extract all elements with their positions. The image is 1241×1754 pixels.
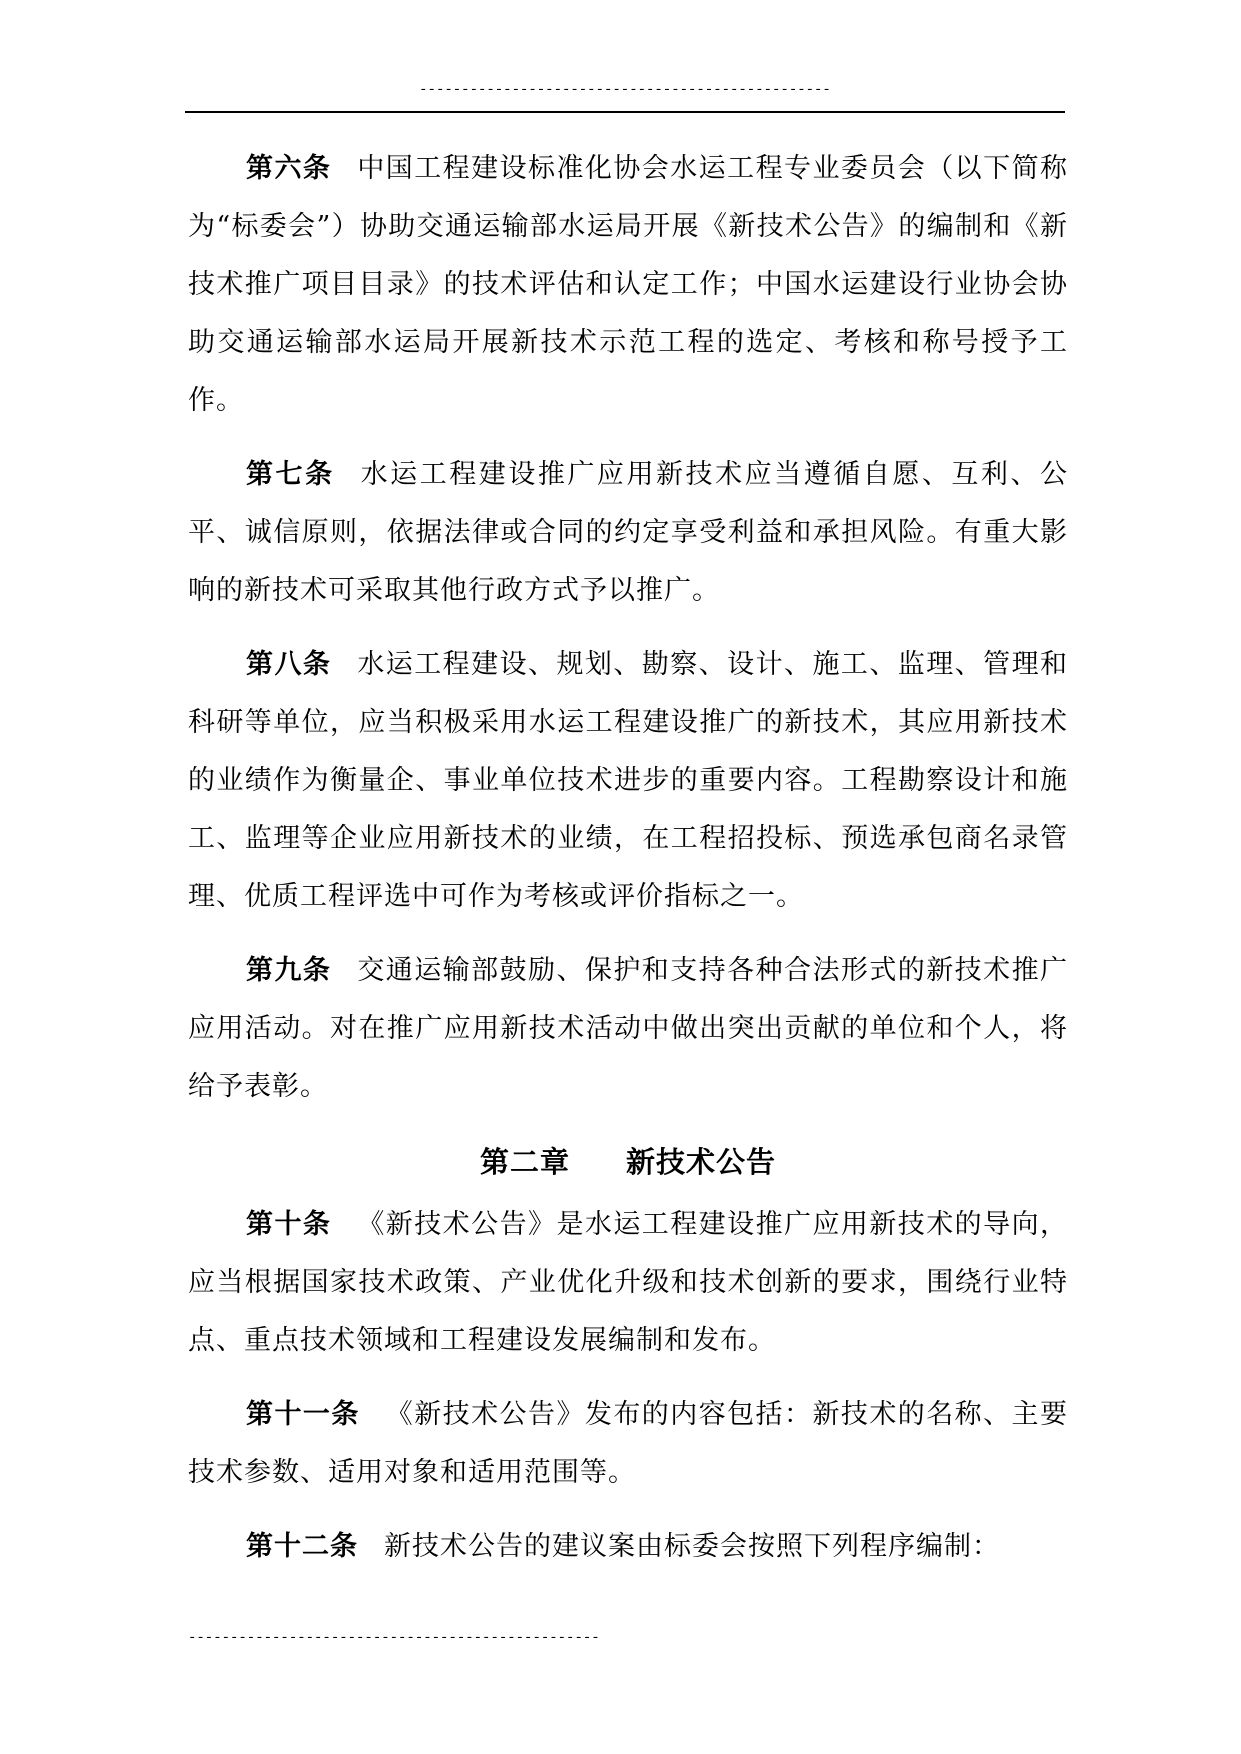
article-8: [188, 636, 1068, 926]
article-text: 中国工程建设标准化协会水运工程专业委员会（以下简称为“标委会”）协助交通运输部水运局开展《新技术公告》的编制和《新技术推广项目目录》的技术评估和认定工作；中国水运建设行业协会协助交通运输部水运局开展新技术示范工程的选定、考核和称号授予工作。: [188, 153, 1069, 416]
article-text: 《新技术公告》是水运工程建设推广应用新技术的导向，应当根据国家技术政策、产业优化升级和技术创新的要求，围绕行业特点、重点技术领域和工程建设发展编制和发布。: [188, 1209, 1069, 1356]
chapter-number: 第二章: [479, 1145, 570, 1179]
page-header-dashes: -------------------------------------------------: [419, 82, 831, 98]
article-9: [188, 942, 1068, 1116]
article-text: 水运工程建设推广应用新技术应当遵循自愿、互利、公平、诚信原则，依据法律或合同的约定享受利益和承担风险。有重大影响的新技术可采取其他行政方式予以推广。: [188, 459, 1069, 606]
chapter-title: 新技术公告: [626, 1145, 777, 1179]
page-header-rule: [185, 111, 1065, 113]
article-label: 第七条: [246, 459, 335, 490]
article-text: 交通运输部鼓励、保护和支持各种合法形式的新技术推广应用活动。对在推广应用新技术活动中做出突出贡献的单位和个人，将给予表彰。: [188, 955, 1069, 1102]
article-text: 水运工程建设、规划、勘察、设计、施工、监理、管理和科研等单位，应当积极采用水运工程建设推广的新技术，其应用新技术的业绩作为衡量企、事业单位技术进步的重要内容。工程勘察设计和施工、监理等企业应用新技术的业绩，在工程招投标、预选承包商名录管理、优质工程评选中可作为考核或评价指标之一。: [188, 649, 1069, 912]
article-12: [188, 1518, 1068, 1576]
article-label: 第十条: [246, 1209, 332, 1240]
document-body: [188, 140, 1068, 1592]
chapter-heading: [188, 1132, 1068, 1192]
article-6: [188, 140, 1068, 430]
page-footer-dashes: -------------------------------------------------: [188, 1630, 600, 1646]
article-11: [188, 1386, 1068, 1502]
article-label: 第十二条: [246, 1531, 358, 1562]
article-label: 第六条: [246, 153, 332, 184]
article-10: [188, 1196, 1068, 1370]
article-label: 第九条: [246, 955, 332, 986]
article-7: [188, 446, 1068, 620]
article-label: 第八条: [246, 649, 332, 680]
article-text: 新技术公告的建议案由标委会按照下列程序编制：: [384, 1531, 1000, 1562]
article-label: 第十一条: [246, 1399, 360, 1430]
article-text: 《新技术公告》发布的内容包括：新技术的名称、主要技术参数、适用对象和适用范围等。: [188, 1399, 1069, 1488]
